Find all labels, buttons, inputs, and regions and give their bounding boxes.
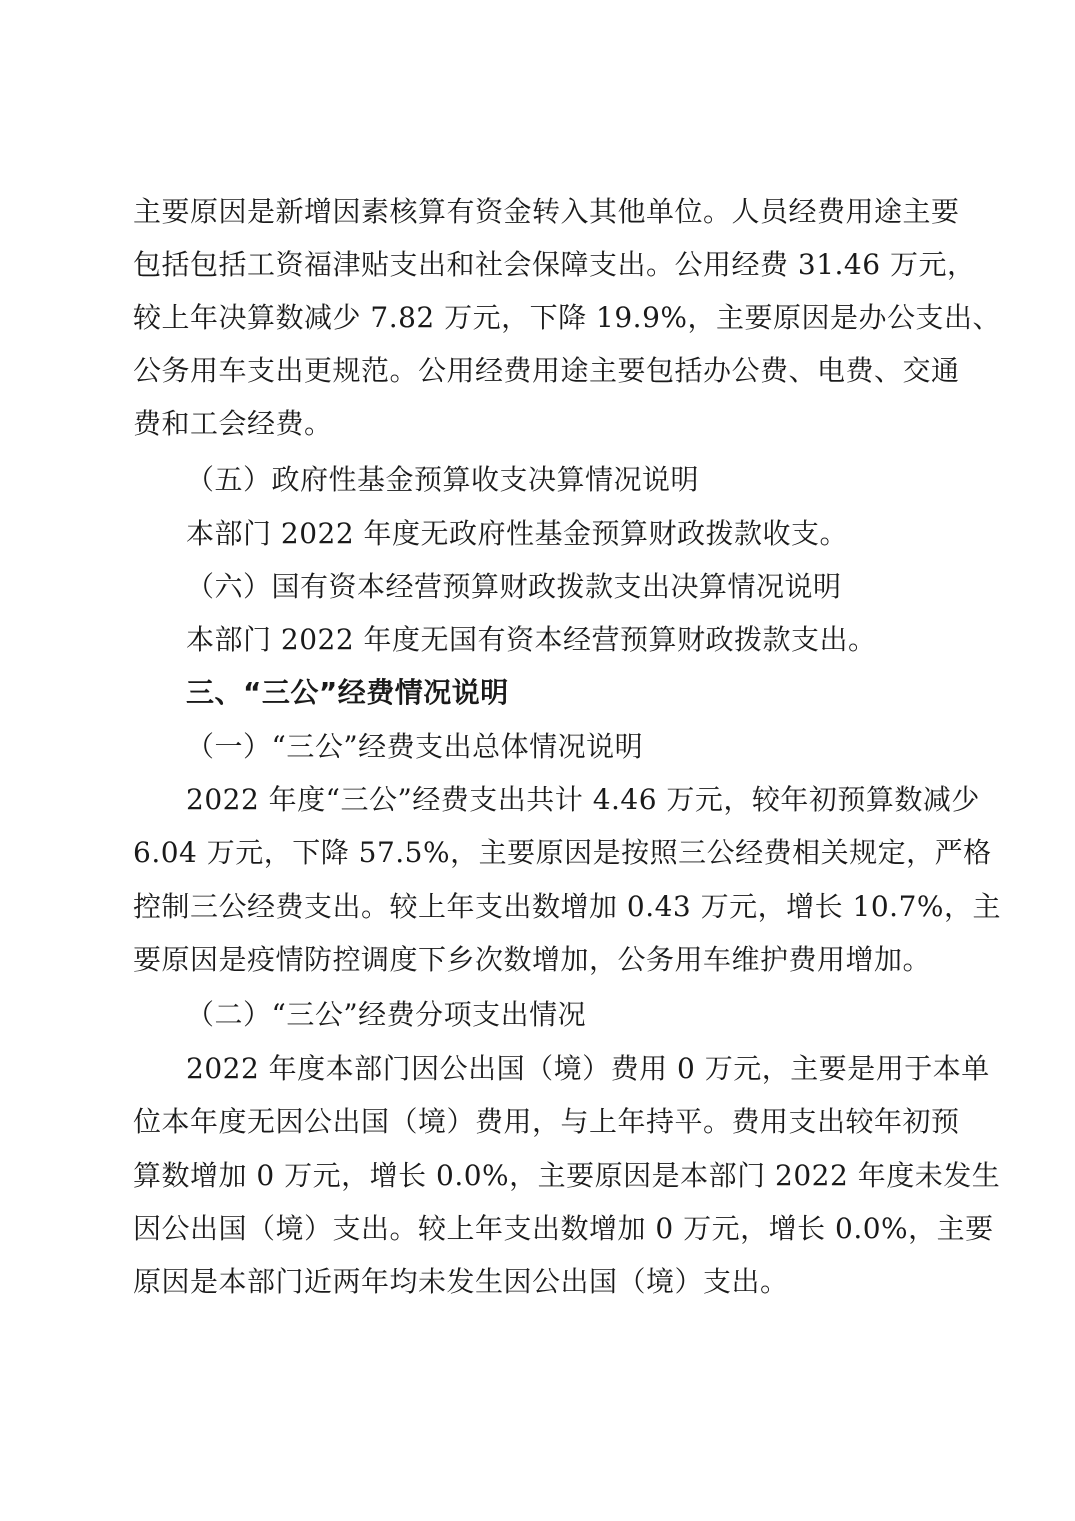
paragraph-line: 位本年度无因公出国（境）费用，与上年持平。费用支出较年初预 <box>133 1105 960 1138</box>
paragraph-line: 本部门 2022 年度无政府性基金预算财政拨款收支。 <box>186 517 849 550</box>
section-heading: （五）政府性基金预算收支决算情况说明 <box>186 463 700 496</box>
paragraph-line: 控制三公经费支出。较上年支出数增加 0.43 万元，增长 10.7%，主 <box>133 890 1001 923</box>
paragraph-line: 6.04 万元，下降 57.5%，主要原因是按照三公经费相关规定，严格 <box>133 836 992 869</box>
paragraph-line: 因公出国（境）支出。较上年支出数增加 0 万元，增长 0.0%，主要 <box>133 1212 994 1245</box>
paragraph-line: 本部门 2022 年度无国有资本经营预算财政拨款支出。 <box>186 623 877 656</box>
section-heading: （一）“三公”经费支出总体情况说明 <box>186 730 644 763</box>
paragraph-line: 费和工会经费。 <box>133 407 333 440</box>
paragraph-line: 公务用车支出更规范。公用经费用途主要包括办公费、电费、交通 <box>133 354 960 387</box>
section-heading: （二）“三公”经费分项支出情况 <box>186 998 587 1031</box>
part-heading: 三、“三公”经费情况说明 <box>186 676 509 709</box>
section-heading: （六）国有资本经营预算财政拨款支出决算情况说明 <box>186 570 842 603</box>
paragraph-line: 较上年决算数减少 7.82 万元，下降 19.9%，主要原因是办公支出、 <box>133 301 1001 334</box>
paragraph-line: 要原因是疫情防控调度下乡次数增加，公务用车维护费用增加。 <box>133 943 932 976</box>
paragraph-line: 原因是本部门近两年均未发生因公出国（境）支出。 <box>133 1265 789 1298</box>
paragraph-line: 算数增加 0 万元，增长 0.0%，主要原因是本部门 2022 年度未发生 <box>133 1159 1001 1192</box>
paragraph-line: 2022 年度“三公”经费支出共计 4.46 万元，较年初预算数减少 <box>186 783 980 816</box>
paragraph-line: 包括包括工资福津贴支出和社会保障支出。公用经费 31.46 万元， <box>133 248 976 281</box>
paragraph-line: 2022 年度本部门因公出国（境）费用 0 万元，主要是用于本单 <box>186 1052 990 1085</box>
paragraph-line: 主要原因是新增因素核算有资金转入其他单位。人员经费用途主要 <box>133 195 960 228</box>
